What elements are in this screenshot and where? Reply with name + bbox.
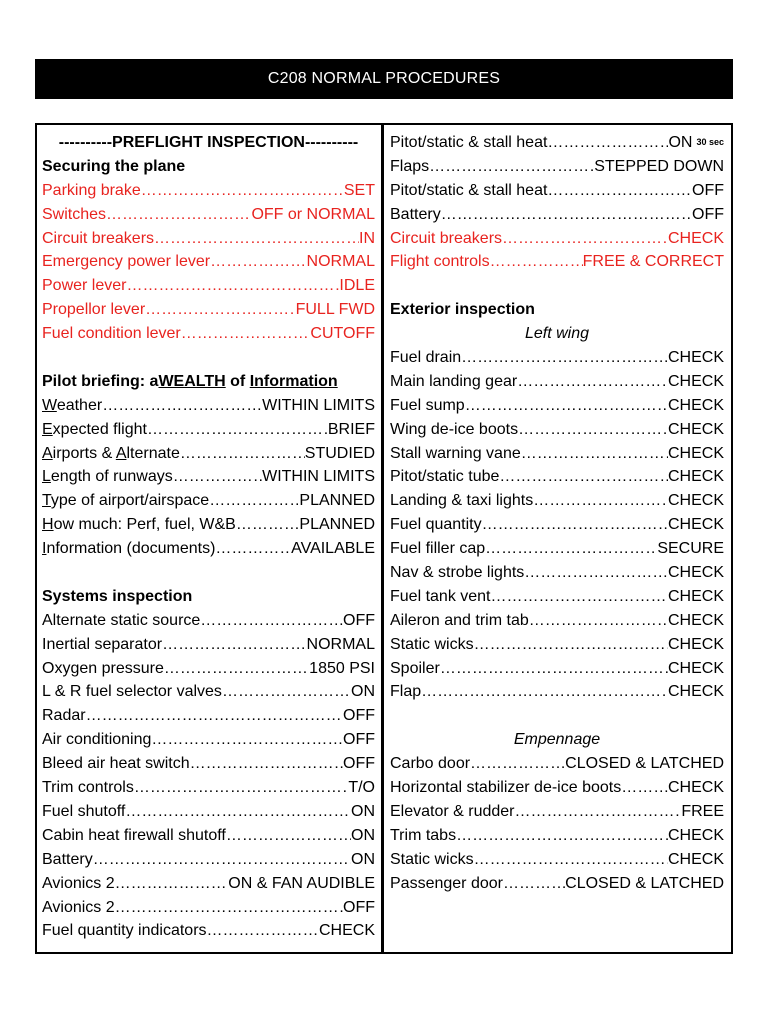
checklist-item: Fuel shutoff <box>42 802 126 820</box>
checklist-row <box>42 418 375 442</box>
checklist-row <box>390 418 724 442</box>
checklist-item <box>42 394 102 418</box>
checklist-row <box>390 680 724 704</box>
dot-leader <box>222 680 351 704</box>
checklist-row <box>42 728 375 752</box>
checklist-value: ON <box>351 802 375 820</box>
checklist-item: Inertial separator <box>42 635 163 653</box>
checklist-row <box>390 585 724 609</box>
dot-leader <box>207 919 319 943</box>
checklist-item <box>42 489 209 513</box>
checklist-item <box>42 465 173 489</box>
empennage-list <box>390 752 724 895</box>
acronym-letter: A <box>115 444 127 462</box>
systems-list <box>42 609 375 943</box>
checklist-row <box>390 537 724 561</box>
checklist-item: Flap <box>390 683 422 701</box>
checklist-row <box>42 919 375 943</box>
checklist-item: Pitot/static tube <box>390 468 500 486</box>
item-text: irports & <box>52 444 116 462</box>
checklist-row <box>42 800 375 824</box>
checklist-item: Air conditioning <box>42 731 152 749</box>
checklist-item: Circuit breakers <box>390 229 503 247</box>
dot-leader <box>470 752 565 776</box>
checklist-item: Trim tabs <box>390 826 457 844</box>
checklist-row <box>42 179 375 203</box>
preflight-header: ----------PREFLIGHT INSPECTION---------- <box>58 134 359 151</box>
checklist-item: Fuel filler cap <box>390 540 486 558</box>
dot-leader <box>524 561 668 585</box>
checklist-row <box>42 203 375 227</box>
dot-leader <box>456 824 668 848</box>
left-column <box>42 131 375 943</box>
acronym-letter: E <box>42 420 53 438</box>
dot-leader <box>181 322 311 346</box>
systems-heading: Systems inspection <box>42 587 193 605</box>
dot-leader <box>215 537 291 561</box>
checklist-row <box>390 872 724 896</box>
checklist-row <box>42 633 375 657</box>
checklist-value: OFF <box>343 611 375 629</box>
checklist-row <box>42 872 375 896</box>
checklist-value: PLANNED <box>299 492 375 510</box>
checklist-item: Pitot/static & stall heat <box>390 181 548 199</box>
checklist-row <box>390 203 724 227</box>
checklist-item: Wing de-ice boots <box>390 420 519 438</box>
checklist-row <box>42 465 375 489</box>
checklist-value: 1850 PSI <box>309 659 375 677</box>
checklist-item: Fuel sump <box>390 396 465 414</box>
checklist-item <box>42 442 180 466</box>
dot-leader <box>521 442 668 466</box>
dot-leader <box>503 872 565 896</box>
left-wing-heading: Left wing <box>524 325 590 343</box>
briefing-heading-of: of <box>225 372 250 390</box>
preflight-continued-list <box>390 131 724 274</box>
checklist-value: WITHIN LIMITS <box>262 396 375 414</box>
checklist-row <box>390 227 724 251</box>
checklist-row <box>42 657 375 681</box>
dot-leader <box>102 394 262 418</box>
checklist-row <box>390 633 724 657</box>
checklist-item: Propellor lever <box>42 301 146 319</box>
dot-leader <box>180 442 305 466</box>
checklist-row <box>390 465 724 489</box>
checklist-item: Fuel drain <box>390 349 462 367</box>
checklist-row <box>42 227 375 251</box>
checklist-value: FREE <box>681 802 724 820</box>
dot-leader <box>502 227 668 251</box>
checklist-row <box>390 752 724 776</box>
dot-leader <box>482 513 668 537</box>
checklist-row <box>42 848 375 872</box>
dot-leader <box>134 776 348 800</box>
dot-leader <box>533 489 668 513</box>
dot-leader <box>115 896 343 920</box>
checklist-item: Fuel quantity <box>390 516 482 534</box>
briefing-heading-information: Information <box>249 372 338 390</box>
dot-leader <box>485 537 657 561</box>
checklist-item: Elevator & rudder <box>390 802 515 820</box>
checklist-value: OFF <box>343 755 375 773</box>
checklist-row <box>42 896 375 920</box>
checklist-item: Carbo door <box>390 755 471 773</box>
checklist-value: CHECK <box>667 468 724 486</box>
checklist-item: Landing & taxi lights <box>390 492 534 510</box>
checklist-value: ON <box>351 850 375 868</box>
dot-leader <box>547 179 692 203</box>
dot-leader <box>517 370 668 394</box>
checklist-item: Flaps <box>390 157 430 175</box>
checklist-row <box>42 513 375 537</box>
checklist-value: CHECK <box>667 659 724 677</box>
item-text: ow much: Perf, fuel, W&B <box>53 516 236 534</box>
checklist-item: Passenger door <box>390 874 503 892</box>
dot-leader <box>226 824 351 848</box>
checklist-item: Main landing gear <box>390 372 518 390</box>
left-wing-list <box>390 346 724 704</box>
checklist-item: Cabin heat firewall shutoff <box>42 826 226 844</box>
checklist-item: Nav & strobe lights <box>390 564 525 582</box>
dot-leader <box>115 872 229 896</box>
checklist-item: Emergency power lever <box>42 253 211 271</box>
checklist-item: Avionics 2 <box>42 898 115 916</box>
checklist-value: BRIEF <box>327 420 375 438</box>
dot-leader <box>209 489 299 513</box>
checklist-item <box>42 513 236 537</box>
checklist-row <box>42 537 375 561</box>
securing-heading: Securing the plane <box>42 157 186 175</box>
checklist-value: AVAILABLE <box>291 540 375 558</box>
checklist-item: Battery <box>390 205 441 223</box>
briefing-heading-wealth: WEALTH <box>158 372 226 390</box>
checklist-value: ON <box>351 826 375 844</box>
checklist-row <box>390 513 724 537</box>
dot-leader <box>529 609 668 633</box>
checklist-row <box>390 800 724 824</box>
checklist-value: CHECK <box>667 850 724 868</box>
acronym-letter: W <box>42 396 57 414</box>
empennage-heading: Empennage <box>513 731 601 749</box>
checklist-value: OFF <box>692 205 724 223</box>
checklist-value: CHECK <box>667 779 724 797</box>
checklist-item: Switches <box>42 205 107 223</box>
checklist-row <box>42 298 375 322</box>
checklist-value: CHECK <box>667 611 724 629</box>
acronym-letter: A <box>42 444 53 462</box>
checklist-value: SECURE <box>657 540 724 558</box>
dot-leader <box>421 680 668 704</box>
dot-leader <box>474 848 668 872</box>
checklist-item: Bleed air heat switch <box>42 755 190 773</box>
checklist-row <box>42 752 375 776</box>
briefing-list <box>42 394 375 561</box>
checklist-item: Flight controls <box>390 253 490 271</box>
dot-leader <box>147 418 328 442</box>
dot-leader <box>518 418 668 442</box>
dot-leader <box>164 657 309 681</box>
checklist-row <box>390 346 724 370</box>
dot-leader <box>145 298 295 322</box>
checklist-row <box>42 250 375 274</box>
dot-leader <box>200 609 343 633</box>
checklist-row <box>390 442 724 466</box>
checklist-value: CHECK <box>667 587 724 605</box>
dot-leader <box>547 131 668 155</box>
acronym-letter: I <box>42 540 47 558</box>
dot-leader <box>490 250 583 274</box>
checklist-item: Spoiler <box>390 659 440 677</box>
checklist-value: CLOSED & LATCHED <box>565 874 724 892</box>
item-text: ype of airport/airspace <box>50 492 210 510</box>
item-text: ength of runways <box>50 468 173 486</box>
checklist-row <box>42 609 375 633</box>
dot-leader <box>515 800 682 824</box>
item-text: nformation (documents) <box>46 540 216 558</box>
checklist-row <box>42 394 375 418</box>
checklist-row <box>390 370 724 394</box>
checklist-value: OFF <box>343 707 375 725</box>
dot-leader <box>441 203 692 227</box>
dot-leader <box>621 776 668 800</box>
checklist-item: Fuel tank vent <box>390 587 491 605</box>
checklist-value: ON <box>668 134 693 151</box>
briefing-heading <box>42 370 375 394</box>
checklist-row <box>42 442 375 466</box>
dot-leader <box>151 728 343 752</box>
checklist-value: CHECK <box>318 922 375 940</box>
checklist-value: CHECK <box>667 516 724 534</box>
checklist-item: Horizontal stabilizer de-ice boots <box>390 779 622 797</box>
checklist-item: Power lever <box>42 277 127 295</box>
checklist-item: Static wicks <box>390 635 474 653</box>
checklist-item: Stall warning vane <box>390 444 521 462</box>
checklist-row <box>42 776 375 800</box>
checklist-value: CHECK <box>667 492 724 510</box>
checklist-value: STUDIED <box>304 444 375 462</box>
exterior-heading: Exterior inspection <box>390 301 535 319</box>
checklist-value: OFF <box>343 898 375 916</box>
checklist-value: CUTOFF <box>310 325 375 343</box>
dot-leader <box>461 346 668 370</box>
dot-leader <box>465 394 668 418</box>
dot-leader <box>499 465 668 489</box>
checklist-value: CLOSED & LATCHED <box>565 755 724 773</box>
checklist-value: CHECK <box>667 349 724 367</box>
dot-leader <box>141 179 344 203</box>
checklist-value: STEPPED DOWN <box>594 157 724 175</box>
checklist-row <box>390 394 724 418</box>
checklist-value: CHECK <box>667 396 724 414</box>
dot-leader <box>86 704 343 728</box>
checklist-row <box>390 657 724 681</box>
dot-leader <box>106 203 251 227</box>
duration-note: 30 sec <box>696 137 724 147</box>
checklist-row <box>390 250 724 274</box>
page-title: C208 NORMAL PROCEDURES <box>35 59 733 99</box>
checklist-item: Parking brake <box>42 181 141 199</box>
checklist-value: CHECK <box>667 683 724 701</box>
checklist-row <box>390 561 724 585</box>
briefing-heading-prefix: Pilot briefing: a <box>42 372 159 390</box>
right-column <box>390 131 724 896</box>
checklist-value: SET <box>343 181 375 199</box>
checklist-item: Trim controls <box>42 779 134 797</box>
dot-leader <box>236 513 300 537</box>
dot-leader <box>93 848 351 872</box>
checklist-row <box>390 824 724 848</box>
checklist-value: NORMAL <box>306 635 375 653</box>
checklist-item: Oxygen pressure <box>42 659 164 677</box>
checklist-value: CHECK <box>667 372 724 390</box>
checklist-item: Static wicks <box>390 850 474 868</box>
checklist-item: Avionics 2 <box>42 874 115 892</box>
checklist-value: CHECK <box>667 444 724 462</box>
checklist-item: Pitot/static & stall heat <box>390 134 548 151</box>
checklist-value: ON <box>351 683 375 701</box>
checklist-row <box>390 776 724 800</box>
dot-leader <box>429 155 594 179</box>
dot-leader <box>474 633 668 657</box>
checklist-row <box>42 322 375 346</box>
checklist-value: ON & FAN AUDIBLE <box>228 874 375 892</box>
dot-leader <box>162 633 306 657</box>
checklist-item: Battery <box>42 850 93 868</box>
checklist-value: IN <box>359 229 375 247</box>
securing-list <box>42 179 375 346</box>
checklist-value: CHECK <box>667 229 724 247</box>
checklist-value: FREE & CORRECT <box>582 253 724 271</box>
acronym-letter: T <box>42 492 51 510</box>
item-text: xpected flight <box>52 420 147 438</box>
checklist-item: Radar <box>42 707 86 725</box>
checklist-item: Fuel quantity indicators <box>42 922 207 940</box>
checklist-value: CHECK <box>667 564 724 582</box>
dot-leader <box>440 657 668 681</box>
checklist-row <box>390 155 724 179</box>
item-text: lternate <box>126 444 180 462</box>
checklist-value: CHECK <box>667 826 724 844</box>
checklist-value: FULL FWD <box>295 301 375 319</box>
column-divider <box>381 123 384 954</box>
checklist-value: WITHIN LIMITS <box>262 468 375 486</box>
checklist-row <box>42 824 375 848</box>
checklist-row <box>390 489 724 513</box>
checklist-value: OFF <box>692 181 724 199</box>
dot-leader <box>125 800 351 824</box>
checklist-row <box>42 704 375 728</box>
checklist-value: CHECK <box>667 635 724 653</box>
dot-leader <box>154 227 359 251</box>
checklist-row <box>390 131 724 155</box>
checklist-row <box>42 274 375 298</box>
checklist-value: OFF or NORMAL <box>251 205 375 223</box>
checklist-row <box>42 489 375 513</box>
checklist-item: Fuel condition lever <box>42 325 181 343</box>
checklist-item <box>42 418 147 442</box>
dot-leader <box>491 585 668 609</box>
dot-leader <box>126 274 339 298</box>
checklist-value: OFF <box>343 731 375 749</box>
dot-leader <box>190 752 343 776</box>
checklist-value: T/O <box>348 779 375 797</box>
checklist-row <box>390 179 724 203</box>
checklist-row <box>390 848 724 872</box>
dot-leader <box>210 250 306 274</box>
dot-leader <box>173 465 262 489</box>
checklist-value: PLANNED <box>299 516 375 534</box>
checklist-item: Circuit breakers <box>42 229 155 247</box>
checklist-value: IDLE <box>339 277 375 295</box>
checklist-row <box>42 680 375 704</box>
checklist-value: CHECK <box>667 420 724 438</box>
item-text: eather <box>56 396 103 414</box>
checklist-item: Alternate static source <box>42 611 201 629</box>
checklist-row <box>390 609 724 633</box>
checklist-value: NORMAL <box>306 253 375 271</box>
checklist-item: L & R fuel selector valves <box>42 683 222 701</box>
acronym-letter: H <box>42 516 54 534</box>
acronym-letter: L <box>42 468 51 486</box>
checklist-item <box>42 537 215 561</box>
checklist-item: Aileron and trim tab <box>390 611 529 629</box>
